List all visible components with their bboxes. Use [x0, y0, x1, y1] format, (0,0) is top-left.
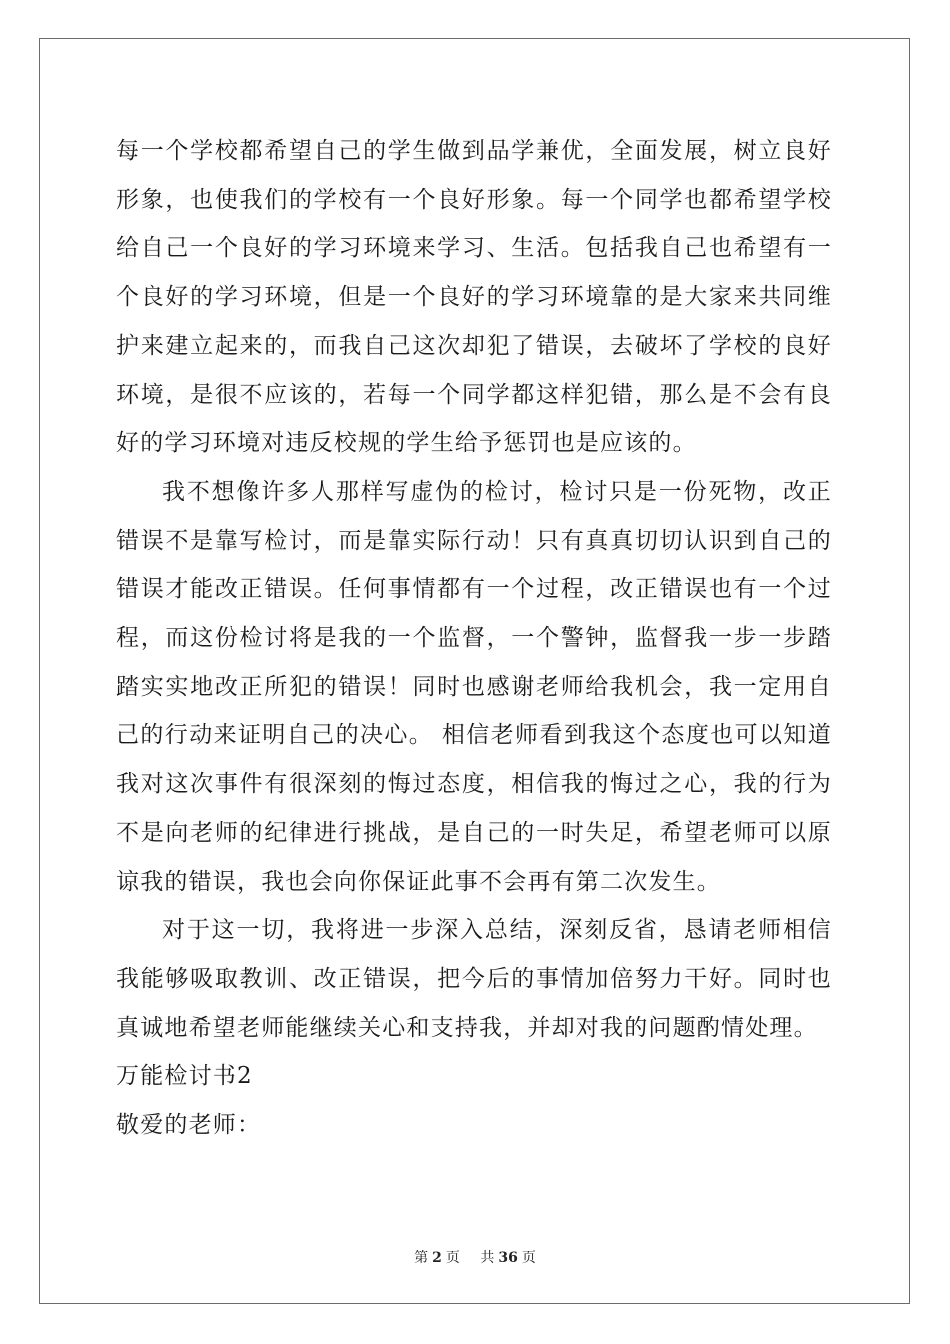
page-suffix: 页 [445, 1250, 460, 1266]
paragraph-conclusion: 对于这一切，我将进一步深入总结，深刻反省，恳请老师相信我能够吸取教训、改正错误，把今后的事情加倍努力干好。同时也真诚地希望老师能继续关心和支持我，并却对我的问题酌情处理。 [116, 917, 832, 1041]
page-indicator [410, 1250, 464, 1266]
page-footer [0, 1247, 950, 1267]
total-pages: 36 [498, 1250, 518, 1266]
total-indicator [476, 1250, 539, 1266]
document-body [116, 127, 832, 1150]
total-prefix: 共 [480, 1250, 495, 1266]
paragraph-school-image: 每一个学校都希望自己的学生做到品学兼优，全面发展，树立良好形象，也使我们的学校有一个良好形象。每一个同学也都希望学校给自己一个良好的学习环境来学习、生活。包括我自己也希望有一个良好的学习环境，但是一个良好的学习环境靠的是大家来共同维护来建立起来的，而我自己这次却犯了错误，去破坏了学校的良好环境，是很不应该的，若每一个同学都这样犯错，那么是不会有良好的学习环境对违反校规的学生给予惩罚也是应该的。 [116, 138, 832, 457]
page-number: 2 [432, 1250, 442, 1266]
salutation: 敬爱的老师： [116, 1112, 262, 1139]
total-suffix: 页 [521, 1250, 536, 1266]
section-heading: 万能检讨书2 [116, 1063, 253, 1090]
page-prefix: 第 [414, 1250, 429, 1266]
paragraph-self-reflection: 我不想像许多人那样写虚伪的检讨，检讨只是一份死物，改正错误不是靠写检讨，而是靠实际行动！只有真真切切认识到自己的错误才能改正错误。任何事情都有一个过程，改正错误也有一个过程，而这份检讨将是我的一个监督，一个警钟，监督我一步一步踏踏实实地改正所犯的错误！同时也感谢老师给我机会，我一定用自己的行动来证明自己的决心。 相信老师看到我这个态度也可以知道我对这次事件有很深刻的悔过态度，相信我的悔过之心，我的行为不是向老师的纪律进行挑战，是自己的一时失足，希望老师可以原谅我的错误，我也会向你保证此事不会再有第二次发生。 [116, 478, 832, 895]
